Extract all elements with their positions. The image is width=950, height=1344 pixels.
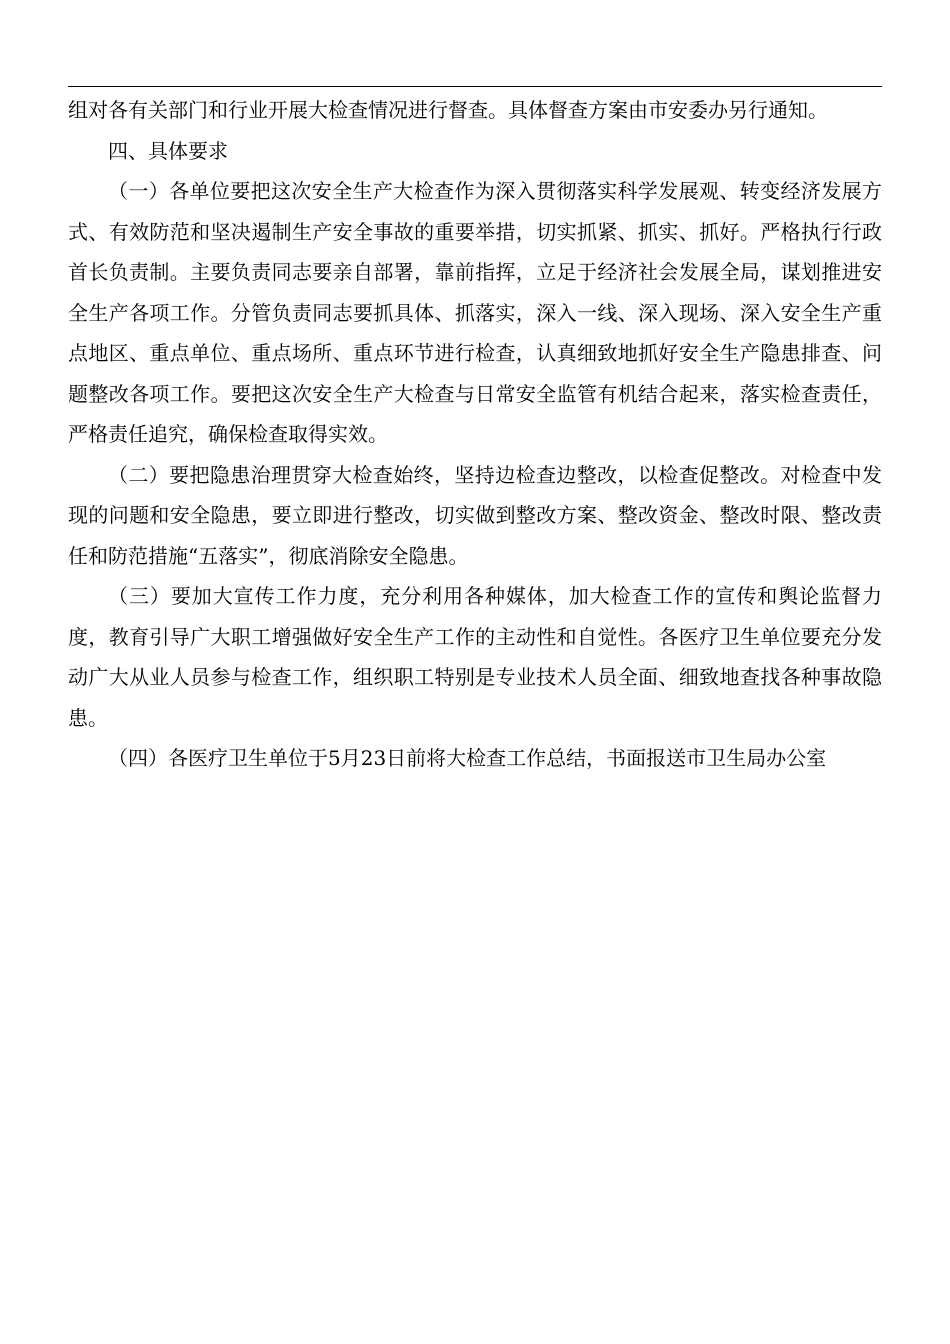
document-body (68, 90, 882, 779)
paragraph-requirement-4: （四）各医疗卫生单位于5月23日前将大检查工作总结，书面报送市卫生局办公室 (108, 746, 827, 770)
paragraph-requirement-2: （二）要把隐患治理贯穿大检查始终，坚持边检查边整改，以检查促整改。对检查中发现的问题和安全隐患，要立即进行整改，切实做到整改方案、整改资金、整改时限、整改责任和防范措施“五落实”，彻底消除安全隐患。 (68, 462, 882, 568)
paragraph-requirement-3: （三）要加大宣传工作力度，充分利用各种媒体，加大检查工作的宣传和舆论监督力度，教育引导广大职工增强做好安全生产工作的主动性和自觉性。各医疗卫生单位要充分发动广大从业人员参与检查工作，组织职工特别是专业技术人员全面、细致地查找各种事故隐患。 (68, 584, 882, 730)
paragraph-requirement-1: （一）各单位要把这次安全生产大检查作为深入贯彻落实科学发展观、转变经济发展方式、有效防范和坚决遏制生产安全事故的重要举措，切实抓紧、抓实、抓好。严格执行行政首长负责制。主要负责同志要亲自部署，靠前指挥，立足于经济社会发展全局，谋划推进安全生产各项工作。分管负责同志要抓具体、抓落实，深入一线、深入现场、深入安全生产重点地区、重点单位、重点场所、重点环节进行检查，认真细致地抓好安全生产隐患排查、问题整改各项工作。要把这次安全生产大检查与日常安全监管有机结合起来，落实检查责任，严格责任追究，确保检查取得实效。 (68, 179, 882, 446)
header-rule (68, 86, 882, 87)
paragraph-continuation: 组对各有关部门和行业开展大检查情况进行督查。具体督查方案由市安委办另行通知。 (68, 98, 828, 122)
section-heading: 四、具体要求 (108, 138, 228, 163)
